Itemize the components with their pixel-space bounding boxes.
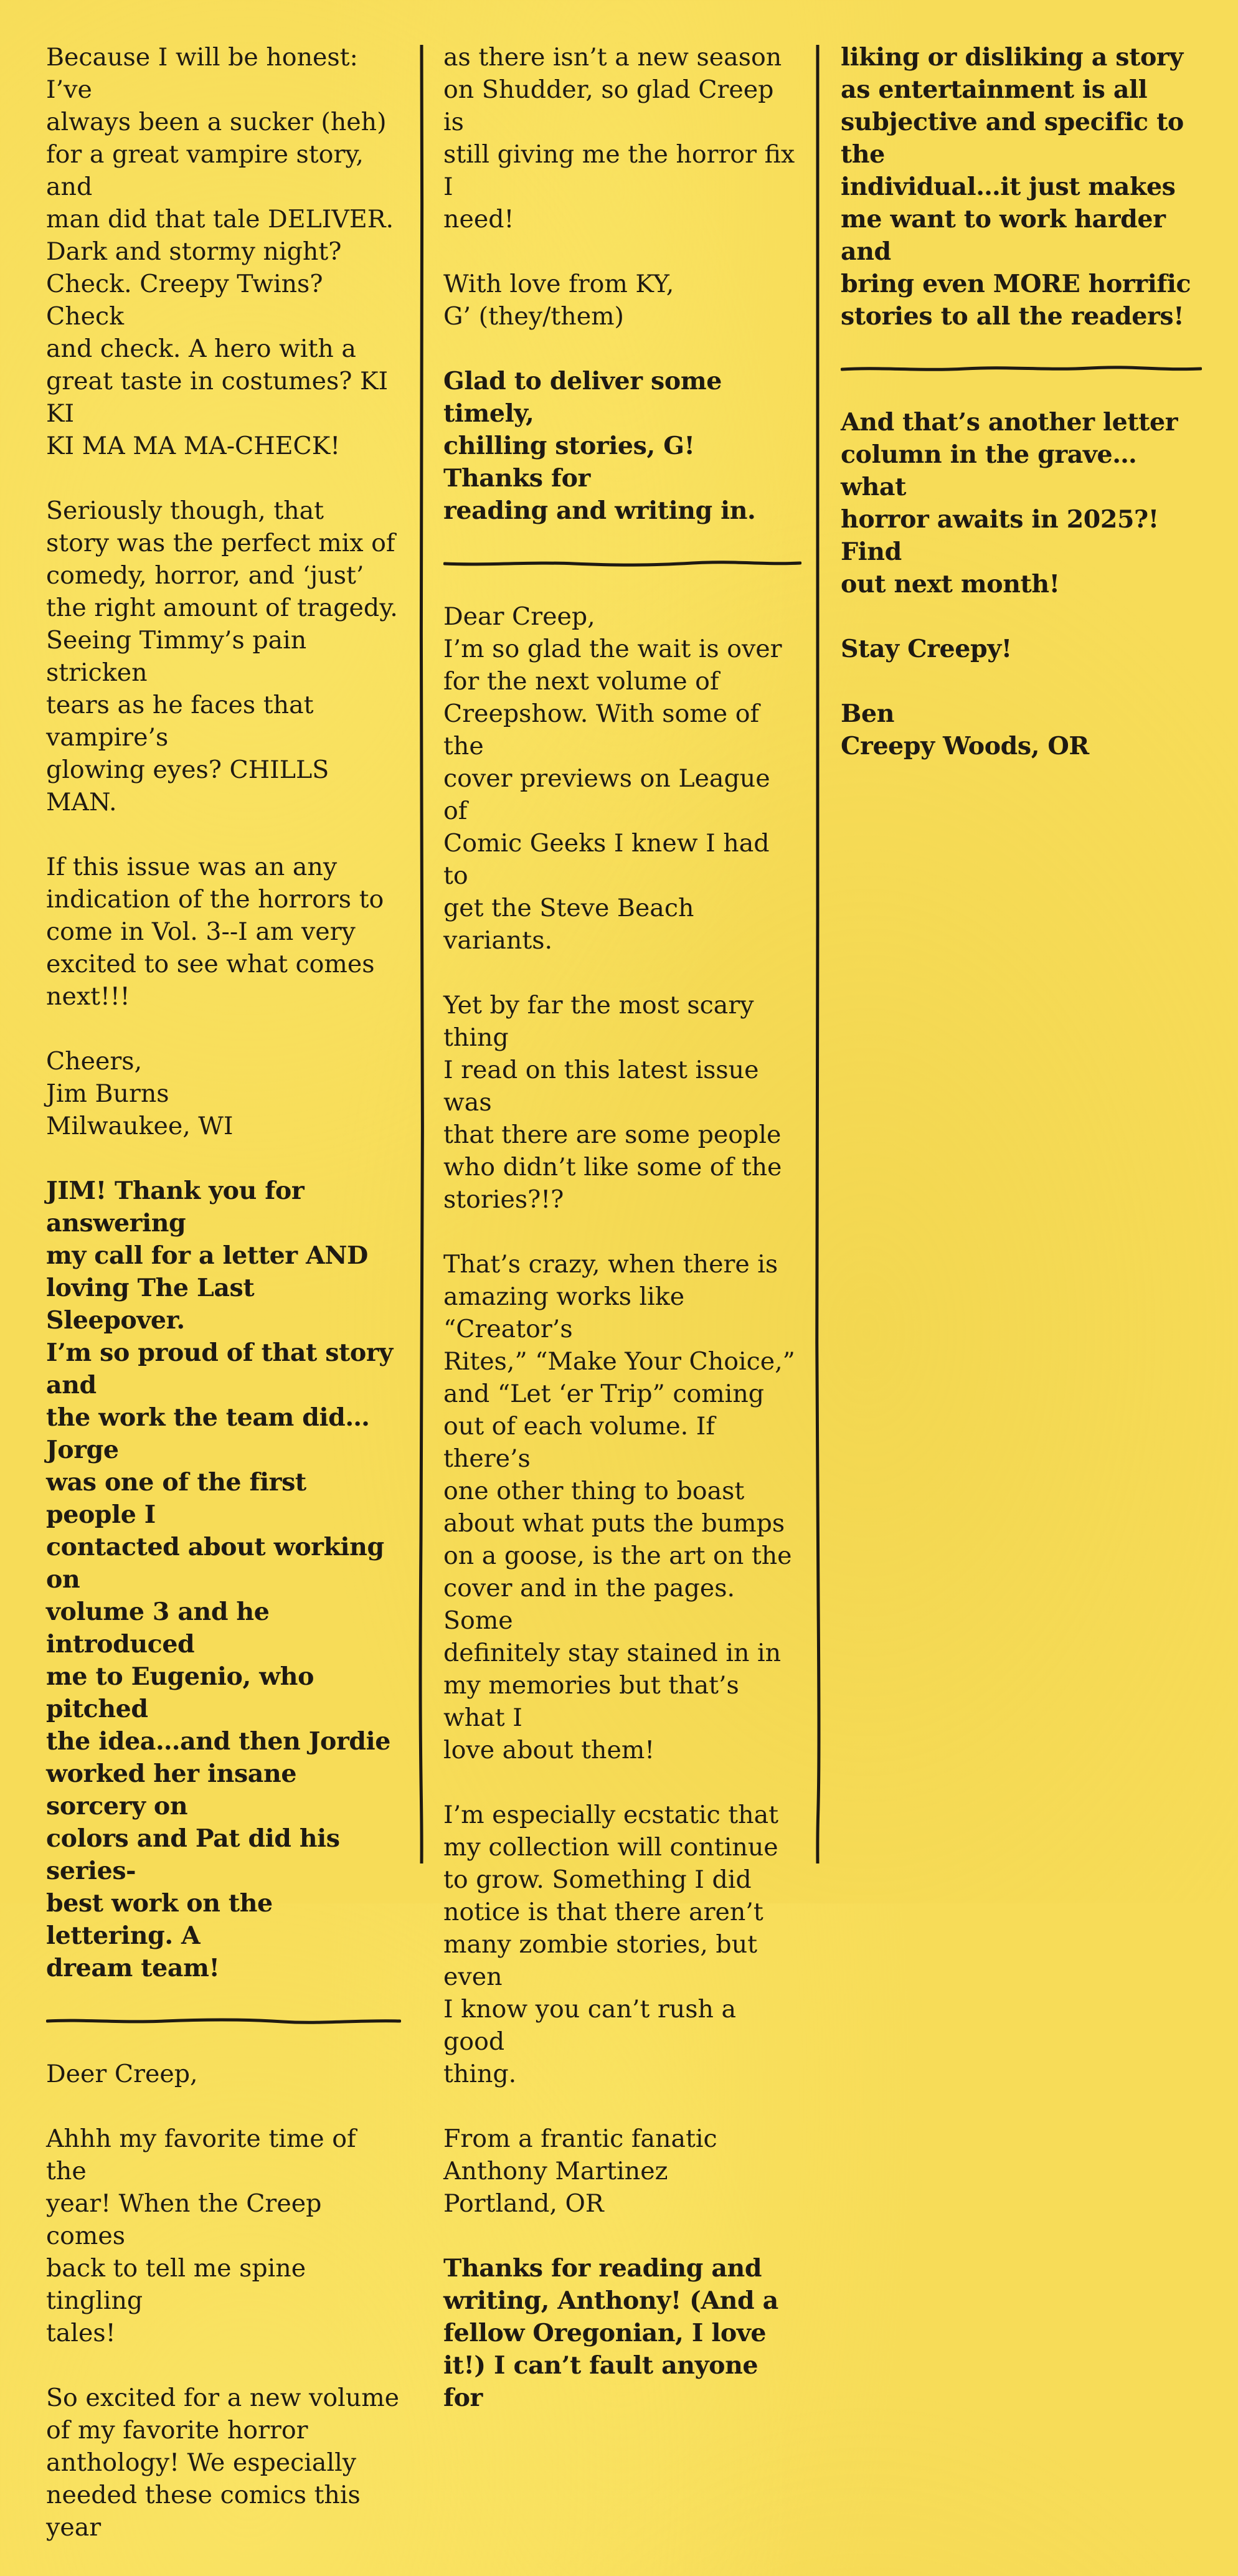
editor-signature: Ben Creepy Woods, OR — [841, 699, 1089, 760]
editor-reply: Thanks for reading and writing, Anthony! (And a fellow Oregonian, I love it!) I can’t fault anyone for — [443, 2254, 778, 2412]
letter-paragraph: Seriously though, that story was the perfect mix of comedy, horror, and ‘just’ the right amount of tragedy. Seeing Timmy’s pain stricken tears as he faces that vampire’s glowing eyes? CHILLS MAN. — [46, 496, 398, 817]
letter-paragraph: So excited for a new volume of my favorite horror anthology! We especially needed these comics this year — [46, 2384, 400, 2542]
column-divider-right — [813, 45, 822, 1863]
letter-paragraph: as there isn’t a new season on Shudder, so glad Creep is still giving me the horror fix I need! — [443, 43, 795, 234]
stay-creepy-signoff: Stay Creepy! — [841, 635, 1012, 663]
letter-paragraph: I’m especially ecstatic that my collection will continue to grow. Something I did notice is that there aren’t many zombie stories, but even I know you can’t rush a good thing. — [443, 1801, 779, 2088]
column-divider-left — [417, 45, 426, 1863]
letters-column-2 — [443, 41, 801, 2446]
letter-paragraph: Because I will be honest: I’ve always been a sucker (heh) for a great vampire story, and man did that tale DELIVER. Dark and stormy night? Check. Creepy Twins? Check and check. A hero with a great taste in costumes? KI KI KI MA MA MA-CHECK! — [46, 43, 394, 460]
letter-signoff: From a frantic fanatic Anthony Martinez Portland, OR — [443, 2124, 717, 2218]
editor-reply: liking or disliking a story as entertainment is all subjective and specific to the individual…it just makes me want to work harder and bring even MORE horrific stories to all the readers! — [841, 43, 1191, 331]
section-divider — [443, 559, 801, 568]
section-divider — [841, 365, 1202, 374]
letter-signoff: Cheers, Jim Burns Milwaukee, WI — [46, 1047, 234, 1140]
letter-paragraph: Yet by far the most scary thing I read on this latest issue was that there are some people who didn’t like some of the stories?!? — [443, 991, 782, 1214]
editor-reply: JIM! Thank you for answering my call for a letter AND loving The Last Sleepover. I’m so proud of that story and the work the team did…Jorge was one of the first people I contacted about working on volume 3 and he introduced me to Eugenio, who pitched the idea…and then Jordie worked her insane sorcery on colors and Pat did his series- best work on the lettering. A dream team! — [46, 1177, 393, 1982]
letter-paragraph: If this issue was an any indication of the horrors to come in Vol. 3--I am very excited to see what comes next!!! — [46, 853, 384, 1011]
letters-column-3 — [841, 41, 1202, 795]
letter-signoff: With love from KY, G’ (they/them) — [443, 270, 674, 331]
closing-note: And that’s another letter column in the grave…what horror awaits in 2025?! Find out next month! — [841, 408, 1178, 599]
letter-greeting: Deer Creep, — [46, 2060, 198, 2088]
letter-paragraph: Ahhh my favorite time of the year! When the Creep comes back to tell me spine tingling tales! — [46, 2124, 356, 2347]
letter-paragraph: Dear Creep, I’m so glad the wait is over for the next volume of Creepshow. With some of the cover previews on League of Comic Geeks I knew I had to get the Steve Beach variants. — [443, 602, 782, 955]
letter-paragraph: That’s crazy, when there is amazing works like “Creator’s Rites,” “Make Your Choice,” and “Let ‘er Trip” coming out of each volume. If there’s one other thing to boast about what puts the bumps on a goose, is the art on the cover and in the pages. Some definitely stay stained in in my memories but that’s what I love about them! — [443, 1250, 795, 1764]
letters-column-1 — [46, 41, 401, 2576]
editor-reply: Glad to deliver some timely, chilling stories, G! Thanks for reading and writing in. — [443, 367, 756, 525]
section-divider — [46, 2017, 401, 2025]
